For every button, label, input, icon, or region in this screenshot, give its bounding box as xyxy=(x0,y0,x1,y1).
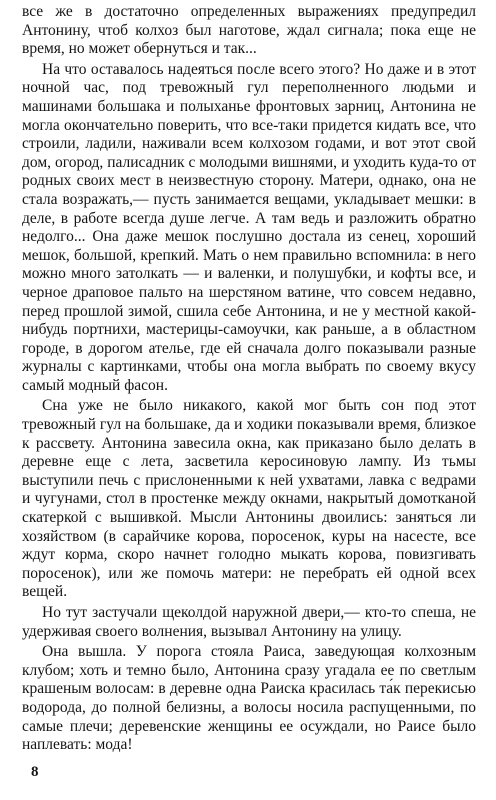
paragraph: Сна уже не было никакого, какой мог быть сон под этот тревожный гул на большаке, да и ходики показывали время, близкое к рассвету. Антонина завесила окна, как приказано было делать в деревне еще с лета, засветила керосиновую лампу. Из тьмы выступили печь с прислоненными к ней ухватами, лавка с ведрами и чугунами, стол в простенке между окнами, накрытый домотканой скатеркой с вышивкой. Мысли Антонины двоились: заняться ли хозяйством (в сарайчике корова, поросенок, куры на насесте, все ждут корма, скоро начнет голодно мыкать корова, повизгивать поросенок), или же помочь матери: не перебрать ей одной всех вещей. xyxy=(22,397,476,601)
paragraph: На что оставалось надеяться после всего этого? Но даже и в этот ночной час, под тревожный гул переполненного людьми и машинами большака и полыханье фронтовых зарниц, Антонина не могла окончательно поверить, что все-таки придется кидать все, что строили, ладили, наживали всем колхозом годами, и вот этот свой дом, огород, палисадник с молодыми вишнями, и уходить куда-то от родных своих мест в неизвестную сторону. Матери, однако, она не стала возражать,— пусть занимается вещами, укладывает мешки: в деле, в работе всегда душе легче. А там ведь и разложить обратно недолго... Она даже мешок послушно достала из сенец, хороший мешок, большой, крепкий. Мать о нем правильно вспомнила: в него можно много затолкать — и валенки, и полушубки, и кофты все, и черное драповое пальто на шерстяном ватине, что совсем недавно, перед прошлой зимой, сшила себе Антонина, и не у местной какой-нибудь портнихи, мастерицы-самоучки, как раньше, а в областном городе, в дорогом ателье, где ей сначала долго показывали разные журналы с картинками, чтобы она могла выбрать по своему вкусу самый модный фасон. xyxy=(22,60,476,394)
paragraph-continuation: все же в достаточно определенных выражениях предупредил Антонину, чтоб колхоз был наготове, ждал сигнала; пока еще не время, но может обернуться и так... xyxy=(22,3,476,58)
book-page-text xyxy=(22,3,476,755)
page-number: 8 xyxy=(31,764,39,780)
paragraph: Но тут застучали щеколдой наружной двери,— кто-то спеша, не удерживая своего волнения, вызывал Антонину на улицу. xyxy=(22,604,476,640)
paragraph: Она вышла. У порога стояла Раиса, заведующая колхозным клубом; хоть и темно было, Антонина сразу угадала ее по светлым крашеным волосам: в деревне одна Раиска красилась та́к перекисью водорода, до полной белизны, а волосы носила распущенными, по самые плечи; деревенские женщины ее осуждали, но Раисе было наплевать: мода! xyxy=(22,643,476,754)
